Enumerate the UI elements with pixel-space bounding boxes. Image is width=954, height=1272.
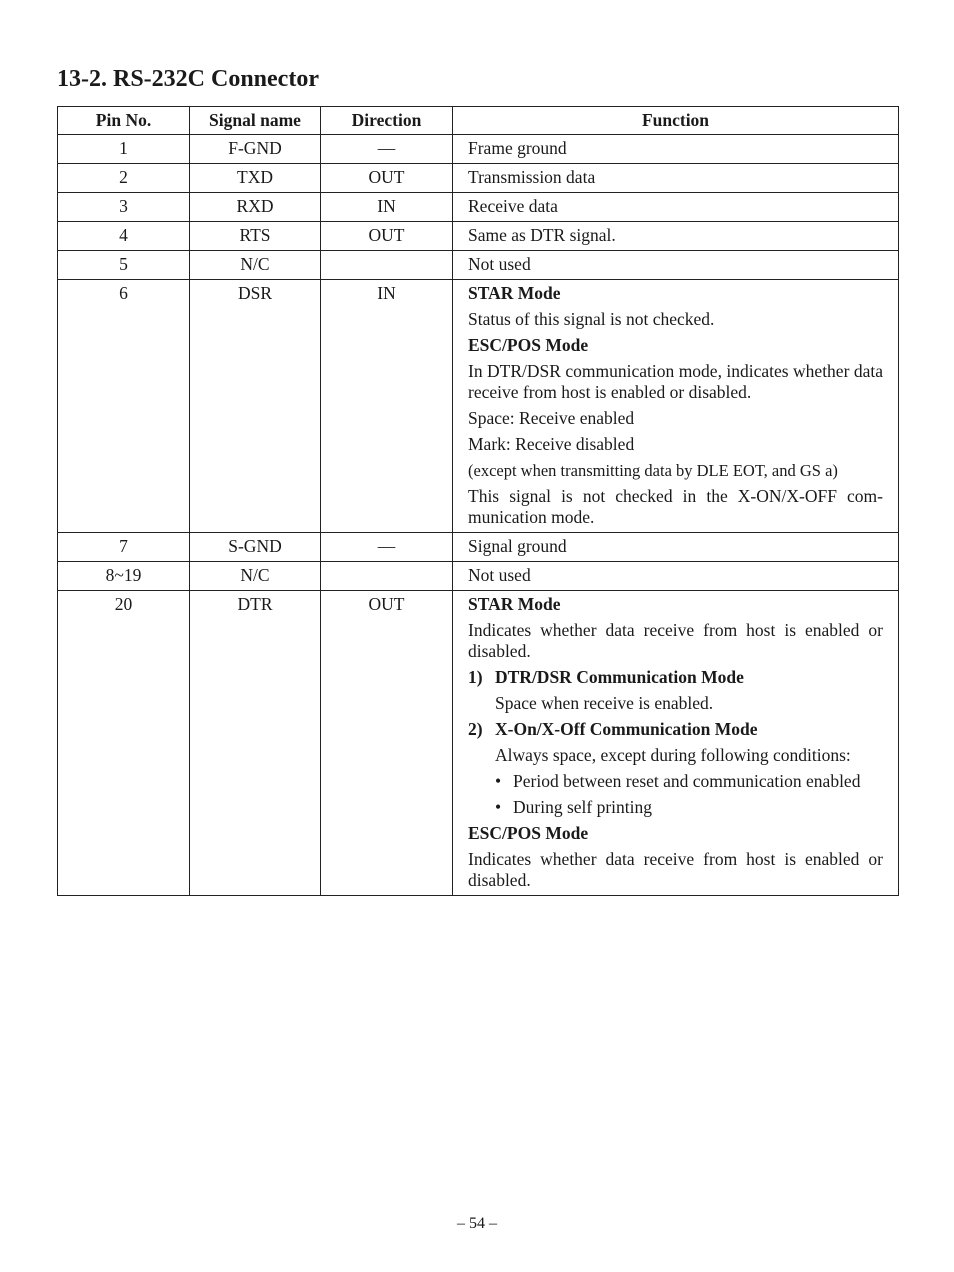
- star-mode-text: Indicates whether data receive from host is enabled or disabled.: [468, 620, 883, 661]
- item-1-text: Space when receive is enabled.: [495, 693, 714, 713]
- star-mode-text: Status of this signal is not checked.: [468, 309, 715, 329]
- bullet-item: [468, 771, 883, 792]
- escpos-mode-heading: ESC/POS Mode: [468, 335, 589, 355]
- xon-xoff-note: This signal is not checked in the X-ON/X-OFF communication mode.: [468, 486, 883, 527]
- table-row: [58, 222, 899, 251]
- direction-cell: IN: [321, 193, 453, 222]
- direction-cell: —: [321, 135, 453, 164]
- table-row: [58, 280, 899, 533]
- function-cell: Frame ground: [453, 135, 899, 164]
- pin-cell: 5: [58, 251, 190, 280]
- numbered-item-2: [468, 719, 883, 740]
- pin-cell: 7: [58, 533, 190, 562]
- direction-cell: [321, 251, 453, 280]
- bullet-text: During self printing: [513, 797, 653, 817]
- exception-note: (except when transmitting data by DLE EOT, and GS a): [468, 461, 838, 480]
- direction-cell: OUT: [321, 164, 453, 193]
- page-number: – 54 –: [457, 1215, 497, 1232]
- pin-cell: 20: [58, 591, 190, 896]
- table-header-row: [58, 107, 899, 135]
- signal-cell: DSR: [190, 280, 321, 533]
- function-cell: Signal ground: [453, 533, 899, 562]
- table-row: [58, 533, 899, 562]
- pin-cell: 1: [58, 135, 190, 164]
- pin-cell: 2: [58, 164, 190, 193]
- star-mode-heading: STAR Mode: [468, 594, 561, 614]
- direction-cell: —: [321, 533, 453, 562]
- item-2-text: Always space, except during following conditions:: [495, 745, 851, 765]
- header-pin-no: Pin No.: [58, 107, 190, 135]
- header-signal-name: Signal name: [190, 107, 321, 135]
- escpos-mode-heading: ESC/POS Mode: [468, 823, 589, 843]
- direction-cell: OUT: [321, 222, 453, 251]
- pin-cell: 6: [58, 280, 190, 533]
- header-direction: Direction: [321, 107, 453, 135]
- rs232c-pin-table: [57, 106, 899, 896]
- function-cell: [453, 591, 899, 896]
- function-cell: Not used: [453, 251, 899, 280]
- mark-state-text: Mark: Receive disabled: [468, 434, 635, 454]
- pin-cell: 4: [58, 222, 190, 251]
- space-state-text: Space: Receive enabled: [468, 408, 635, 428]
- item-heading: X-On/X-Off Communication Mode: [495, 719, 758, 739]
- pin-cell: 3: [58, 193, 190, 222]
- table-row: [58, 193, 899, 222]
- function-cell: [453, 280, 899, 533]
- signal-cell: TXD: [190, 164, 321, 193]
- bullet-item: [468, 797, 883, 818]
- direction-cell: OUT: [321, 591, 453, 896]
- signal-cell: RTS: [190, 222, 321, 251]
- function-cell: Transmission data: [453, 164, 899, 193]
- pin-cell: 8~19: [58, 562, 190, 591]
- star-mode-heading: STAR Mode: [468, 283, 561, 303]
- numbered-item-1: [468, 667, 883, 688]
- signal-cell: N/C: [190, 251, 321, 280]
- function-cell: Receive data: [453, 193, 899, 222]
- item-number: 2): [468, 719, 483, 739]
- signal-cell: DTR: [190, 591, 321, 896]
- function-cell: Same as DTR signal.: [453, 222, 899, 251]
- signal-cell: F-GND: [190, 135, 321, 164]
- escpos-mode-text: Indicates whether data receive from host is enabled or disabled.: [468, 849, 883, 890]
- item-heading: DTR/DSR Communication Mode: [495, 667, 744, 687]
- header-function: Function: [453, 107, 899, 135]
- direction-cell: IN: [321, 280, 453, 533]
- item-number: 1): [468, 667, 483, 687]
- table-row: [58, 164, 899, 193]
- signal-cell: N/C: [190, 562, 321, 591]
- table-row: [58, 251, 899, 280]
- signal-cell: S-GND: [190, 533, 321, 562]
- direction-cell: [321, 562, 453, 591]
- bullet-dot-icon: •: [495, 797, 502, 817]
- table-row: [58, 591, 899, 896]
- escpos-mode-text: In DTR/DSR communication mode, indicates whether data receive from host is enabled or disabled.: [468, 361, 883, 402]
- bullet-dot-icon: •: [495, 771, 502, 791]
- bullet-text: Period between reset and communication enabled: [513, 771, 861, 791]
- signal-cell: RXD: [190, 193, 321, 222]
- table-row: [58, 562, 899, 591]
- function-cell: Not used: [453, 562, 899, 591]
- table-row: [58, 135, 899, 164]
- page-title: 13-2. RS-232C Connector: [57, 66, 319, 92]
